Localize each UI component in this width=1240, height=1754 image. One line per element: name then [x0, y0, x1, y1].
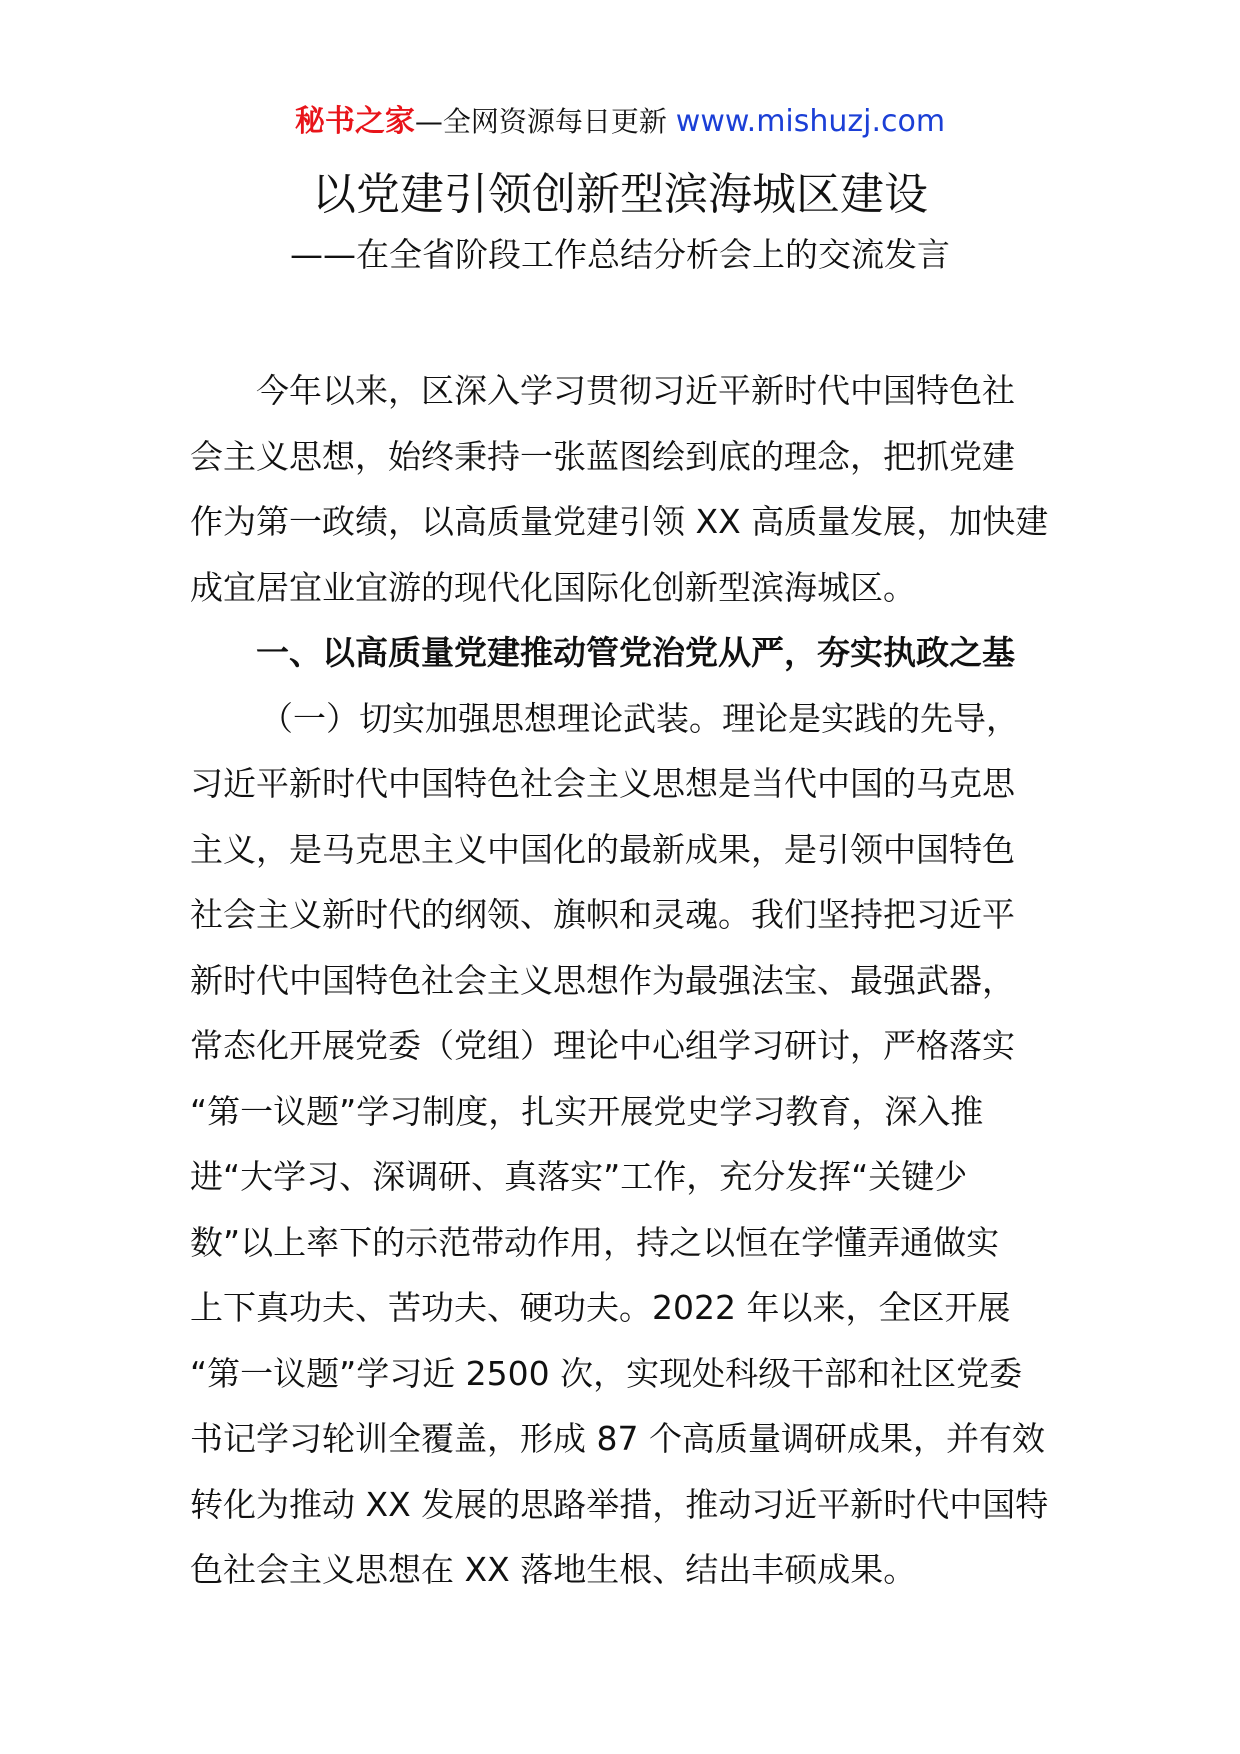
document-title: 以党建引领创新型滨海城区建设 — [312, 169, 928, 220]
header-tagline: —全网资源每日更新 — [414, 105, 676, 138]
paragraph-line: 色社会主义思想在 XX 落地生根、结出丰硕成果。 — [190, 1550, 917, 1589]
section-heading: 一、以高质量党建推动管党治党从严，夯实执政之基 — [256, 633, 1015, 672]
paragraph-line: “第一议题”学习近 2500 次，实现处科级干部和社区党委 — [190, 1353, 1023, 1393]
document-subtitle: ——在全省阶段工作总结分析会上的交流发言 — [290, 235, 950, 274]
paragraph-line: 主义，是马克思主义中国化的最新成果，是引领中国特色 — [190, 829, 1015, 869]
paragraph-line: 成宜居宜业宜游的现代化国际化创新型滨海城区。 — [190, 567, 916, 607]
paragraph-line: “第一议题”学习制度，扎实开展党史学习教育，深入推 — [190, 1091, 984, 1131]
paragraph-line: 作为第一政绩，以高质量党建引领 XX 高质量发展，加快建 — [190, 502, 1049, 541]
paragraph-line: 进“大学习、深调研、真落实”工作，充分发挥“关键少 — [190, 1157, 968, 1196]
paragraph-line: 习近平新时代中国特色社会主义思想是当代中国的马克思 — [190, 764, 1015, 803]
paragraph-line: 今年以来，区深入学习贯彻习近平新时代中国特色社 — [256, 371, 1015, 410]
paragraph-line: 数”以上率下的示范带动作用，持之以恒在学懂弄通做实 — [190, 1222, 1000, 1262]
paragraph-line: 社会主义新时代的纲领、旗帜和灵魂。我们坚持把习近平 — [190, 895, 1015, 934]
paragraph-line: 新时代中国特色社会主义思想作为最强法宝、最强武器， — [190, 960, 1015, 1000]
paragraph-line: （一）切实加强思想理论武装。理论是实践的先导， — [260, 698, 1019, 738]
watermark-header — [0, 102, 1240, 142]
brand-name: 秘书之家 — [294, 104, 415, 139]
paragraph-line: 会主义思想，始终秉持一张蓝图绘到底的理念，把抓党建 — [190, 436, 1015, 476]
paragraph-line: 常态化开展党委（党组）理论中心组学习研讨，严格落实 — [190, 1026, 1015, 1065]
paragraph-line: 转化为推动 XX 发展的思路举措，推动习近平新时代中国特 — [190, 1484, 1049, 1524]
paragraph-line: 上下真功夫、苦功夫、硬功夫。2022 年以来，全区开展 — [190, 1288, 1011, 1327]
paragraph-line: 书记学习轮训全覆盖，形成 87 个高质量调研成果，并有效 — [190, 1419, 1045, 1458]
document-body — [190, 358, 1070, 1603]
website-url[interactable]: www.mishuzj.com — [675, 104, 946, 139]
